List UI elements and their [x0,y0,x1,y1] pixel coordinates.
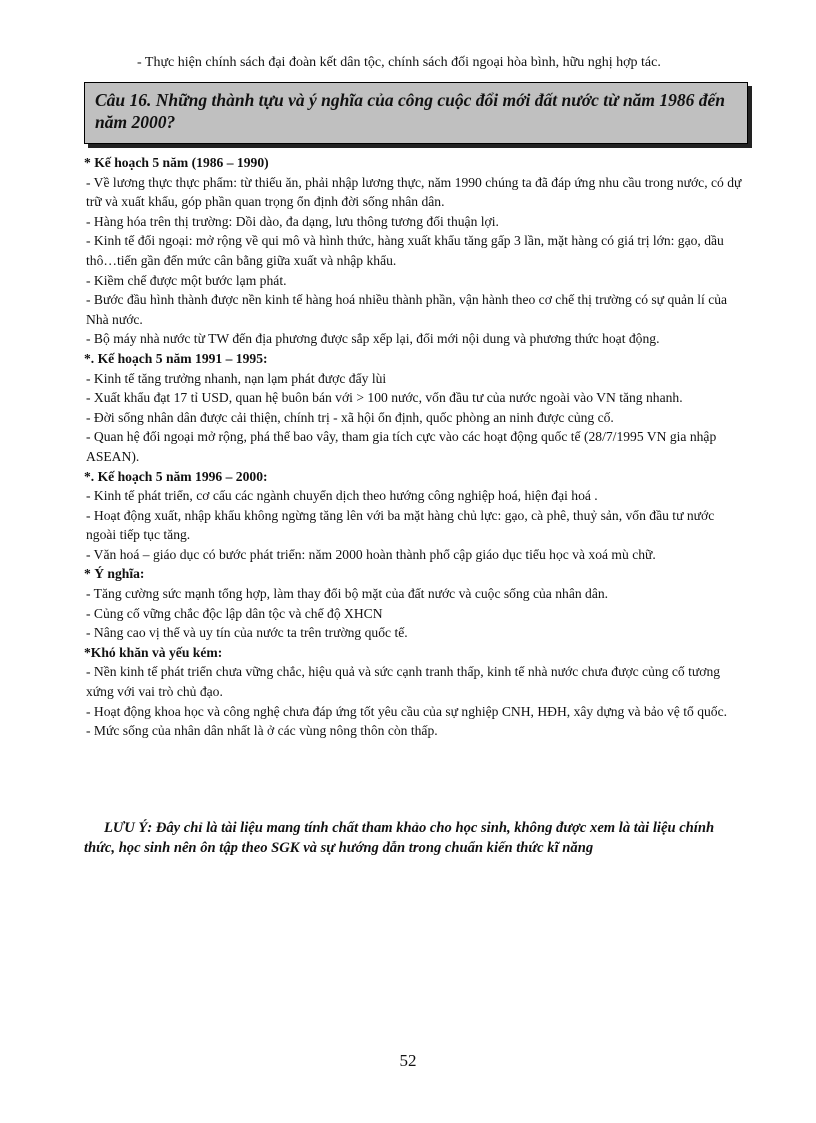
list-item: - Hoạt động khoa học và công nghệ chưa đáp ứng tốt yêu cầu của sự nghiệp CNH, HĐH, xây dựng và bảo vệ tổ quốc. [86,703,728,719]
list-item: - Hàng hóa trên thị trường: Dồi dào, đa dạng, lưu thông tương đối thuận lợi. [86,213,499,229]
list-item: - Xuất khẩu đạt 17 tỉ USD, quan hệ buôn bán với > 100 nước, vốn đầu tư của nước ngoài vào VN tăng nhanh. [86,390,683,406]
question-heading-box [84,82,748,144]
list-item: - Đời sống nhân dân được cải thiện, chính trị - xã hội ổn định, quốc phòng an ninh được củng cố. [86,409,614,425]
answer-content [84,153,746,741]
list-item: - Kinh tế phát triển, cơ cấu các ngành chuyển dịch theo hướng công nghiệp hoá, hiện đại hoá . [86,488,598,504]
section-heading-1996-2000: *. Kế hoạch 5 năm 1996 – 2000: [84,468,268,484]
list-item: - Bước đầu hình thành được nền kinh tế hàng hoá nhiều thành phần, vận hành theo cơ chế thị trường có sự quản lí của Nhà nước. [86,292,728,327]
previous-bullet-line: - Thực hiện chính sách đại đoàn kết dân tộc, chính sách đối ngoại hòa bình, hữu nghị hợp tác. [137,55,661,70]
list-item: - Củng cố vững chắc độc lập dân tộc và chế độ XHCN [86,605,383,621]
section-heading-difficulties: *Khó khăn và yếu kém: [84,644,223,660]
page-number: 52 [399,1051,417,1070]
list-item: - Tăng cường sức mạnh tổng hợp, làm thay đổi bộ mặt của đất nước và cuộc sống của nhân dân. [86,586,609,602]
question-title: Câu 16. Những thành tựu và ý nghĩa của công cuộc đổi mới đất nước từ năm 1986 đến năm 2000? [95,90,726,132]
section-heading-1991-1995: *. Kế hoạch 5 năm 1991 – 1995: [84,350,268,366]
list-item: - Nền kinh tế phát triển chưa vững chắc, hiệu quả và sức cạnh tranh thấp, kinh tế nhà nước chưa được củng cố tương xứng với vai trò chủ đạo. [86,664,721,700]
list-item: - Kinh tế tăng trưởng nhanh, nạn lạm phát được đẩy lùi [86,370,387,386]
section-heading-1986-1990: * Kế hoạch 5 năm (1986 – 1990) [84,155,269,170]
list-item: - Hoạt động xuất, nhập khẩu không ngừng tăng lên với ba mặt hàng chủ lực: gạo, cà phê, thuỷ sản, vốn đầu tư nước ngoài tiếp tục tăng. [86,507,715,543]
list-item: - Quan hệ đối ngoại mở rộng, phá thế bao vây, tham gia tích cực vào các hoạt động quốc tế (28/7/1995 VN gia nhập ASEAN). [86,429,717,464]
list-item: - Kinh tế đối ngoại: mở rộng về qui mô và hình thức, hàng xuất khẩu tăng gấp 3 lần, mặt hàng có giá trị lớn: gạo, dầu thô…tiến gần đến mức cân bằng giữa xuất và nhập khẩu. [86,233,724,268]
section-heading-significance: * Ý nghĩa: [84,566,145,582]
list-item: - Văn hoá – giáo dục có bước phát triển: năm 2000 hoàn thành phổ cập giáo dục tiểu học và xoá mù chữ. [86,546,656,562]
list-item: - Về lương thực thực phẩm: từ thiếu ăn, phải nhập lương thực, năm 1990 chúng ta đã đáp ứng nhu cầu trong nước, có dự trữ và xuất khẩu, góp phần quan trọng ổn định đời sống nhân dân. [86,174,742,210]
list-item: - Kiềm chế được một bước lạm phát. [86,272,287,288]
list-item: - Nâng cao vị thế và uy tín của nước ta trên trường quốc tế. [86,625,408,641]
list-item: - Bộ máy nhà nước từ TW đến địa phương được sắp xếp lại, đổi mới nội dung và phương thức hoạt động. [86,331,660,347]
list-item: - Mức sống của nhân dân nhất là ở các vùng nông thôn còn thấp. [86,723,438,739]
disclaimer-note: LƯU Ý: Đây chỉ là tài liệu mang tính chất tham khảo cho học sinh, không được xem là tài liệu chính thức, học sinh nên ôn tập theo SGK và sự hướng dẫn trong chuẩn kiến thức kĩ năng [84,820,715,856]
